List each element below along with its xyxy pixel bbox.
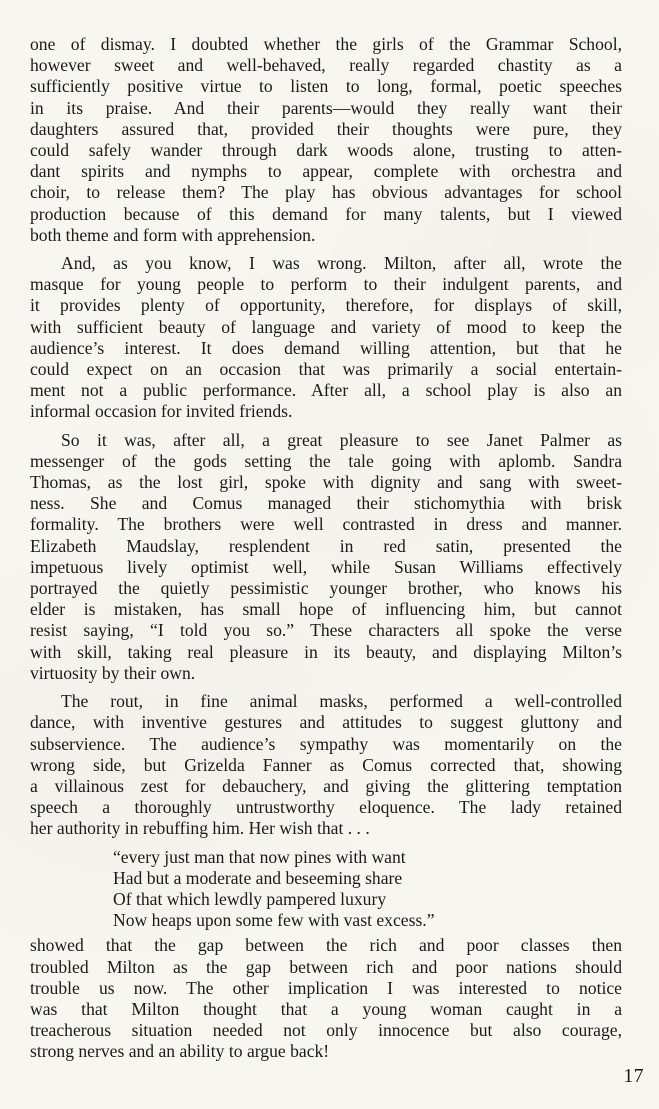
text-line: ment not a public performance. After all, a school play is also an	[30, 380, 622, 401]
text-line: one of dismay. I doubted whether the girls of the Grammar School,	[30, 34, 622, 54]
text-line: impetuous lively optimist well, while Susan Williams effectively	[30, 556, 622, 577]
text-line: both theme and form with apprehension.	[30, 224, 316, 245]
text-line: sufficiently positive virtue to listen to long, formal, poetic speeches	[30, 76, 622, 97]
text-line: production because of this demand for many talents, but I viewed	[30, 203, 622, 224]
paragraph	[30, 935, 622, 1062]
text-line: could expect on an occasion that was primarily a social entertain-	[30, 359, 622, 380]
text-line: resist saying, “I told you so.” These characters all spoke the verse	[30, 620, 622, 641]
text-line: speech a thoroughly untrustworthy eloquence. The lady retained	[30, 797, 622, 818]
text-line: troubled Milton as the gap between rich and poor nations should	[30, 956, 622, 977]
page-number: 17	[623, 1066, 644, 1087]
text-line: choir, to release them? The play has obvious advantages for school	[30, 182, 622, 203]
text-line: with sufficient beauty of language and variety of mood to keep the	[30, 316, 622, 337]
text-line: showed that the gap between the rich and poor classes then	[30, 935, 622, 956]
paragraph	[30, 34, 622, 246]
text-line: portrayed the quietly pessimistic younger brother, who knows his	[30, 578, 622, 599]
text-line: could safely wander through dark woods alone, trusting to atten-	[30, 140, 622, 161]
text-line: Now heaps upon some few with vast excess.”	[113, 910, 435, 931]
text-line: masque for young people to perform to their indulgent parents, and	[30, 274, 622, 295]
text-line: Had but a moderate and beseeming share	[113, 867, 403, 888]
text-line: a villainous zest for debauchery, and giving the glittering temptation	[30, 775, 622, 796]
text-line: wrong side, but Grizelda Fanner as Comus corrected that, showing	[30, 754, 622, 775]
text-line: And, as you know, I was wrong. Milton, after all, wrote the	[61, 253, 622, 274]
paragraph	[30, 253, 622, 423]
paragraph	[30, 691, 622, 839]
page-text	[30, 34, 622, 1063]
text-line: formality. The brothers were well contrasted in dress and manner.	[30, 514, 622, 535]
text-line: virtuosity by their own.	[30, 662, 196, 683]
text-line: elder is mistaken, has small hope of influencing him, but cannot	[30, 599, 622, 620]
text-line: it provides plenty of opportunity, therefore, for displays of skill,	[30, 295, 622, 316]
text-line: dant spirits and nymphs to appear, complete with orchestra and	[30, 161, 622, 182]
text-line: strong nerves and an ability to argue back!	[30, 1041, 330, 1062]
text-line: messenger of the gods setting the tale going with aplomb. Sandra	[30, 450, 622, 471]
text-line: trouble us now. The other implication I was interested to notice	[30, 977, 622, 998]
text-line: So it was, after all, a great pleasure to see Janet Palmer as	[61, 429, 622, 450]
text-line: treacherous situation needed not only innocence but also courage,	[30, 1020, 622, 1041]
verse-quote	[30, 847, 622, 932]
text-line: dance, with inventive gestures and attitudes to suggest gluttony and	[30, 712, 622, 733]
text-line: audience’s interest. It does demand willing attention, but that he	[30, 337, 622, 358]
text-line: Thomas, as the lost girl, spoke with dignity and sang with sweet-	[30, 472, 622, 493]
text-line: her authority in rebuffing him. Her wish that . . .	[30, 818, 370, 839]
paragraph	[30, 430, 622, 684]
text-line: however sweet and well-behaved, really regarded chastity as a	[30, 55, 622, 76]
text-line: was that Milton thought that a young woman caught in a	[30, 998, 622, 1019]
text-line: Elizabeth Maudslay, resplendent in red satin, presented the	[30, 535, 622, 556]
text-line: subservience. The audience’s sympathy was momentarily on the	[30, 733, 622, 754]
text-line: with skill, taking real pleasure in its beauty, and displaying Milton’s	[30, 641, 622, 662]
text-line: informal occasion for invited friends.	[30, 401, 293, 422]
text-line: The rout, in fine animal masks, performed a well-controlled	[61, 691, 622, 712]
text-line: “every just man that now pines with want	[113, 846, 406, 867]
text-line: daughters assured that, provided their thoughts were pure, they	[30, 118, 622, 139]
text-line: Of that which lewdly pampered luxury	[113, 888, 387, 909]
text-line: ness. She and Comus managed their stichomythia with brisk	[30, 493, 622, 514]
text-line: in its praise. And their parents—would they really want their	[30, 97, 622, 118]
